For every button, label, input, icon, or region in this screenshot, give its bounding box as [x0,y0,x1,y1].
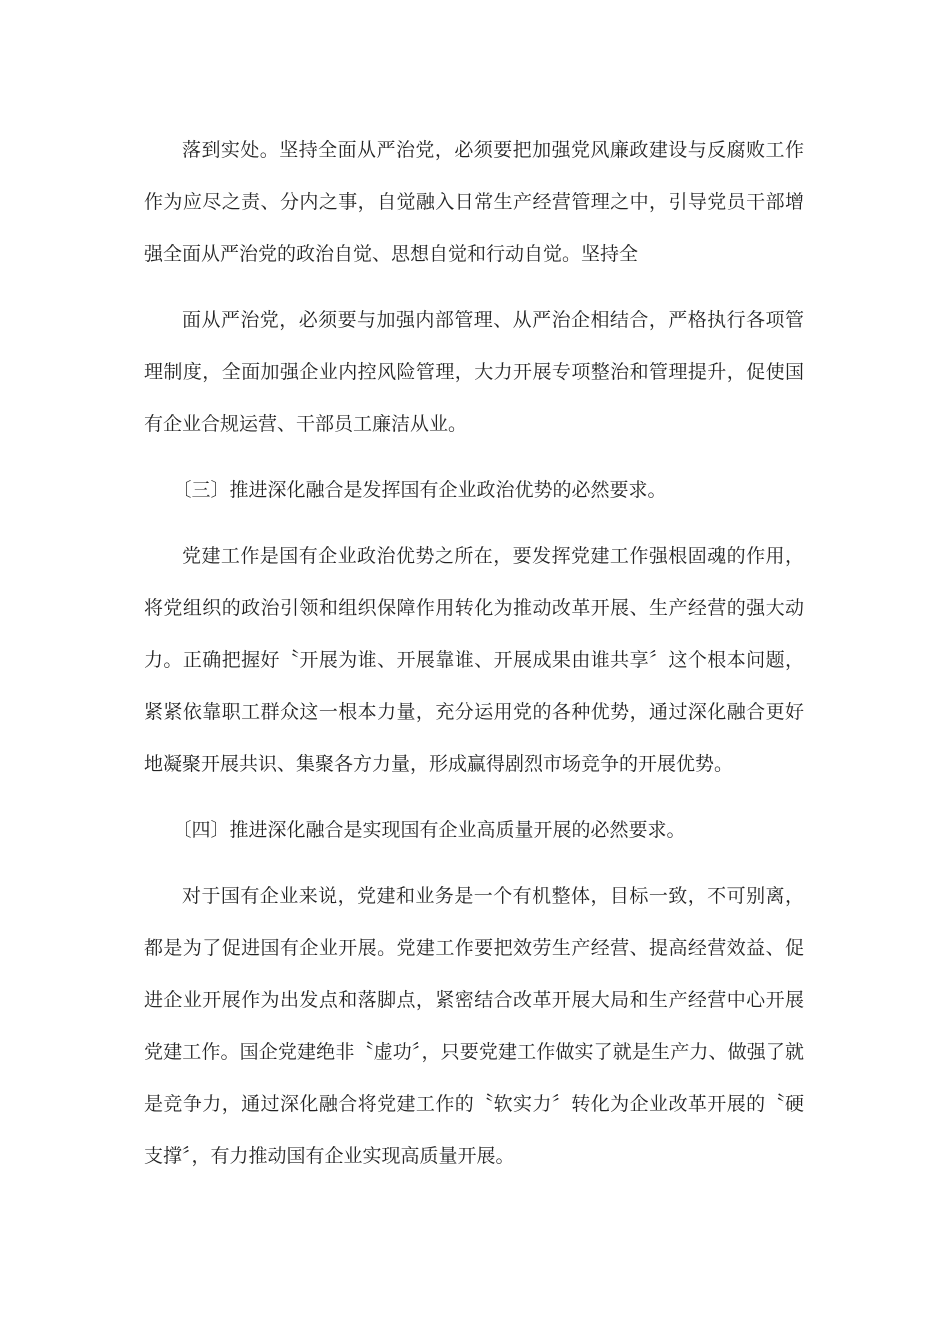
document-body [144,124,804,1182]
section-heading-4: 〔四〕推进深化融合是实现国有企业高质量开展的必然要求。 [172,819,686,841]
paragraph-4: 对于国有企业来说，党建和业务是一个有机整体，目标一致，不可别离，都是为了促进国有企业开展。党建工作要把效劳生产经营、提高经营效益、促进企业开展作为出发点和落脚点，紧密结合改革开展大局和生产经营中心开展党建工作。国企党建绝非〝虚功〞，只要党建工作做实了就是生产力、做强了就是竞争力，通过深化融合将党建工作的〝软实力〞转化为企业改革开展的〝硬支撑〞，有力推动国有企业实现高质量开展。 [144,885,804,1167]
paragraph-1: 落到实处。坚持全面从严治党，必须要把加强党风廉政建设与反腐败工作作为应尽之责、分内之事，自觉融入日常生产经营管理之中，引导党员干部增强全面从严治党的政治自觉、思想自觉和行动自觉。坚持全 [144,139,804,265]
paragraph-2: 面从严治党，必须要与加强内部管理、从严治企相结合，严格执行各项管理制度，全面加强企业内控风险管理，大力开展专项整治和管理提升，促使国有企业合规运营、干部员工廉洁从业。 [144,309,804,435]
section-heading-3: 〔三〕推进深化融合是发挥国有企业政治优势的必然要求。 [172,479,667,501]
paragraph-3: 党建工作是国有企业政治优势之所在，要发挥党建工作强根固魂的作用，将党组织的政治引领和组织保障作用转化为推动改革开展、生产经营的强大动力。正确把握好〝开展为谁、开展靠谁、开展成果由谁共享〞这个根本问题，紧紧依靠职工群众这一根本力量，充分运用党的各种优势，通过深化融合更好地凝聚开展共识、集聚各方力量，形成赢得剧烈市场竞争的开展优势。 [144,545,804,775]
